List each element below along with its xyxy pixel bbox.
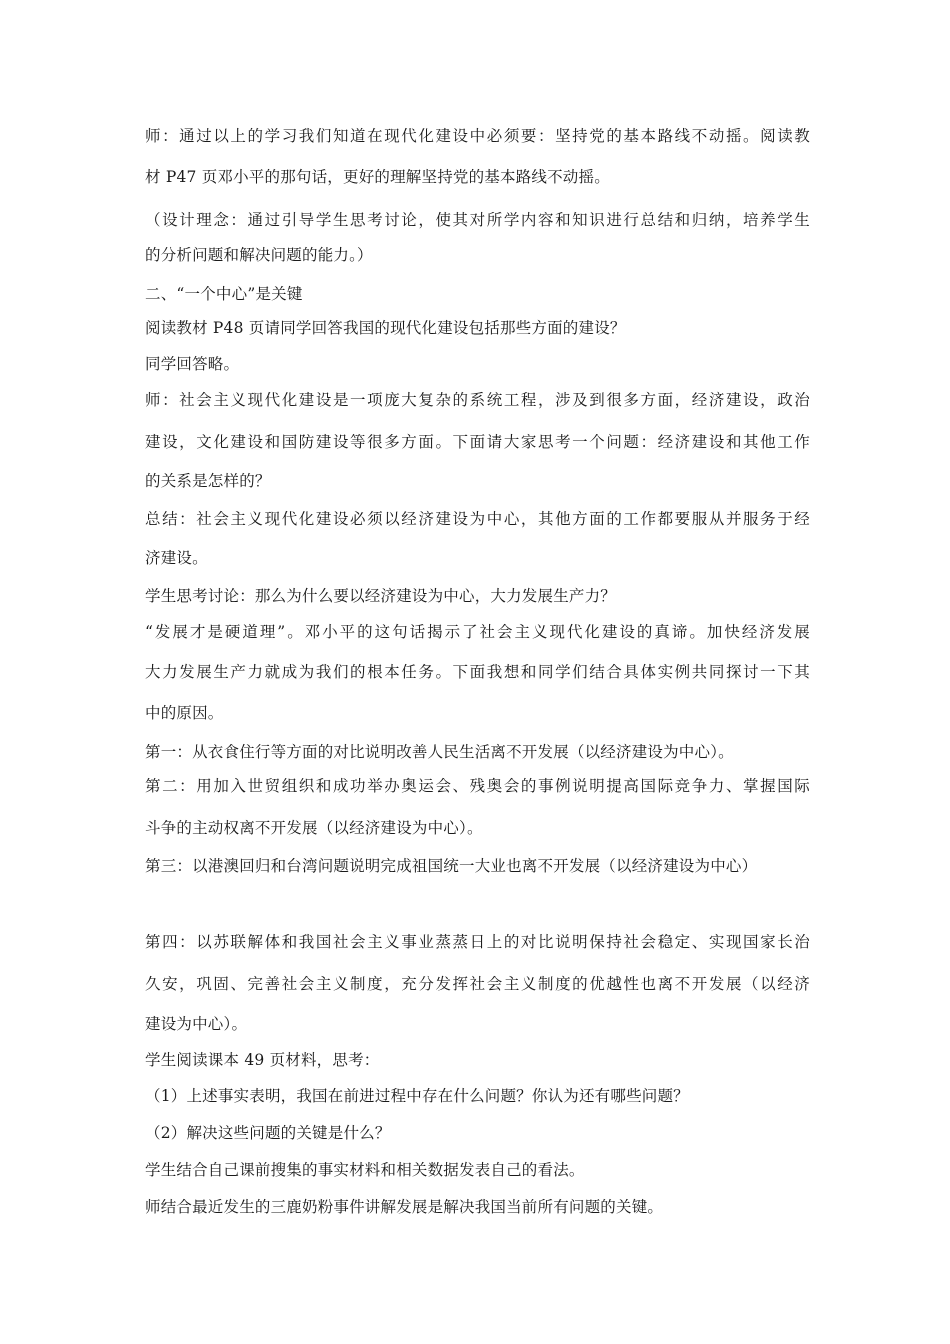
paragraph-line: 济建设。: [145, 549, 208, 567]
paragraph-line: 建设，文化建设和国防建设等很多方面。下面请大家思考一个问题：经济建设和其他工作: [145, 433, 810, 451]
paragraph-line: 师结合最近发生的三鹿奶粉事件讲解发展是解决我国当前所有问题的关键。: [145, 1198, 664, 1216]
paragraph-line: 同学回答略。: [145, 355, 240, 373]
paragraph-line: 师：通过以上的学习我们知道在现代化建设中必须要：坚持党的基本路线不动摇。阅读教: [145, 127, 810, 145]
paragraph-line: 学生思考讨论：那么为什么要以经济建设为中心，大力发展生产力？: [145, 587, 617, 605]
paragraph-line: “发展才是硬道理”。邓小平的这句话揭示了社会主义现代化建设的真谛。加快经济发展: [145, 623, 810, 641]
paragraph-line: 中的原因。: [145, 704, 224, 722]
paragraph-line: 师：社会主义现代化建设是一项庞大复杂的系统工程，涉及到很多方面，经济建设，政治: [145, 391, 810, 409]
paragraph-line: （1）上述事实表明，我国在前进过程中存在什么问题？你认为还有哪些问题？: [145, 1087, 689, 1105]
paragraph-line: 总结：社会主义现代化建设必须以经济建设为中心，其他方面的工作都要服从并服务于经: [145, 510, 810, 528]
paragraph-line: （2）解决这些问题的关键是什么？: [145, 1124, 391, 1142]
paragraph-line: 第一：从衣食住行等方面的对比说明改善人民生活离不开发展（以经济建设为中心）。: [145, 743, 734, 761]
paragraph-line: 学生结合自己课前搜集的事实材料和相关数据发表自己的看法。: [145, 1161, 585, 1179]
paragraph-line: 的分析问题和解决问题的能力。）: [145, 246, 373, 264]
paragraph-line: 久安，巩固、完善社会主义制度，充分发挥社会主义制度的优越性也离不开发展（以经济: [145, 975, 810, 993]
paragraph-line: 建设为中心）。: [145, 1015, 248, 1033]
paragraph-line: 第三：以港澳回归和台湾问题说明完成祖国统一大业也离不开发展（以经济建设为中心）: [145, 857, 758, 875]
paragraph-line: 第二：用加入世贸组织和成功举办奥运会、残奥会的事例说明提高国际竞争力、掌握国际: [145, 777, 810, 795]
paragraph-line: 阅读教材 P48 页请同学回答我国的现代化建设包括那些方面的建设？: [145, 319, 626, 337]
paragraph-line: 学生阅读课本 49 页材料，思考：: [145, 1051, 380, 1069]
paragraph-line: （设计理念：通过引导学生思考讨论，使其对所学内容和知识进行总结和归纳，培养学生: [145, 211, 810, 229]
paragraph-line: 大力发展生产力就成为我们的根本任务。下面我想和同学们结合具体实例共同探讨一下其: [145, 663, 810, 681]
paragraph-line: 材 P47 页邓小平的那句话，更好的理解坚持党的基本路线不动摇。: [145, 168, 610, 186]
paragraph-line: 的关系是怎样的？: [145, 472, 271, 490]
section-heading: 二、“一个中心”是关键: [145, 285, 303, 303]
paragraph-line: 第四：以苏联解体和我国社会主义事业蒸蒸日上的对比说明保持社会稳定、实现国家长治: [145, 933, 810, 951]
paragraph-line: 斗争的主动权离不开发展（以经济建设为中心）。: [145, 819, 483, 837]
